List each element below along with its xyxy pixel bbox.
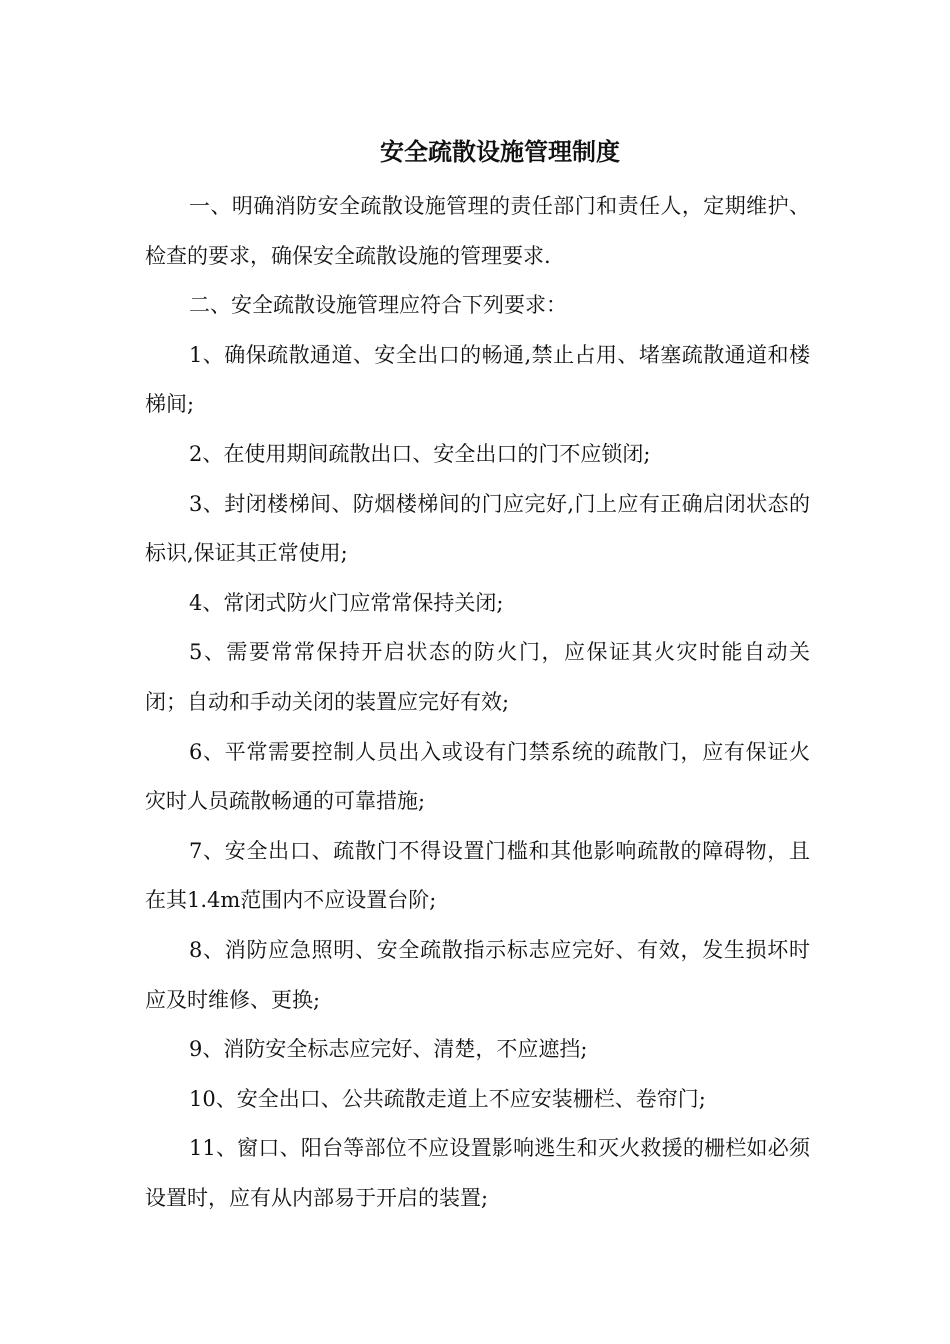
paragraph-item-2: 2、在使用期间疏散出口、安全出口的门不应锁闭;	[189, 441, 651, 466]
paragraph-item-3: 3、封闭楼梯间、防烟楼梯间的门应完好,门上应有正确启闭状态的标识,保证其正常使用;	[145, 491, 810, 566]
document-title: 安全疏散设施管理制度	[380, 137, 620, 166]
paragraph-item-10: 10、安全出口、公共疏散走道上不应安装栅栏、卷帘门;	[189, 1086, 706, 1111]
paragraph-item-1: 1、确保疏散通道、安全出口的畅通,禁止占用、堵塞疏散通道和楼梯间;	[145, 342, 810, 417]
paragraph-item-8: 8、消防应急照明、安全疏散指示标志应完好、有效，发生损坏时应及时维修、更换;	[145, 937, 810, 1012]
paragraph-item-9: 9、消防安全标志应完好、清楚，不应遮挡;	[189, 1037, 588, 1062]
paragraph-item-7: 7、安全出口、疏散门不得设置门槛和其他影响疏散的障碍物，且在其1.4m范围内不应设置台阶;	[145, 838, 810, 913]
paragraph-item-6: 6、平常需要控制人员出入或设有门禁系统的疏散门，应有保证火灾时人员疏散畅通的可靠措施;	[145, 739, 810, 814]
document-body	[145, 182, 810, 1223]
paragraph-2: 二、安全疏散设施管理应符合下列要求：	[189, 293, 567, 318]
paragraph-item-5: 5、需要常常保持开启状态的防火门，应保证其火灾时能自动关闭；自动和手动关闭的装置应完好有效;	[145, 640, 810, 714]
paragraph-item-4: 4、常闭式防火门应常常保持关闭;	[189, 590, 504, 615]
paragraph-1: 一、明确消防安全疏散设施管理的责任部门和责任人，定期维护、检查的要求，确保安全疏散设施的管理要求.	[145, 194, 810, 268]
paragraph-item-11: 11、窗口、阳台等部位不应设置影响逃生和灭火救援的栅栏如必须设置时，应有从内部易于开启的装置;	[145, 1136, 810, 1210]
